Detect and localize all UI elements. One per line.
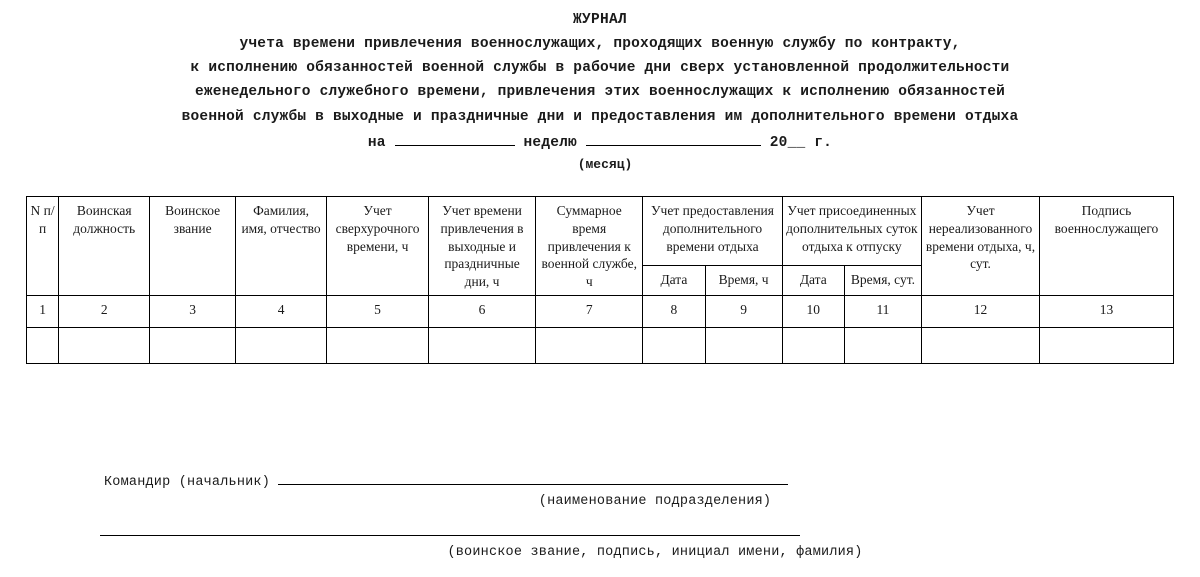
header-weekend-holidays: Учет времени привлечения в выходные и праздничные дни, ч [428, 197, 535, 296]
period-week-label: неделю [523, 135, 577, 152]
colnum-8: 8 [643, 296, 705, 328]
colnum-2: 2 [59, 296, 150, 328]
colnum-11: 11 [844, 296, 921, 328]
journal-table-wrapper [26, 196, 1174, 364]
subtitle-block [150, 32, 1050, 129]
cell-weekend[interactable] [428, 328, 535, 364]
table-row[interactable] [27, 328, 1174, 364]
document-heading [0, 0, 1200, 172]
cell-rank[interactable] [150, 328, 236, 364]
table-column-numbers-row [27, 296, 1174, 328]
table-header-row-1 [27, 197, 1174, 266]
header-overtime: Учет сверхурочного времени, ч [327, 197, 429, 296]
colnum-12: 12 [922, 296, 1040, 328]
period-week-blank [395, 131, 515, 146]
colnum-9: 9 [705, 296, 782, 328]
colnum-4: 4 [236, 296, 327, 328]
cell-fullname[interactable] [236, 328, 327, 364]
document-footer [0, 470, 1200, 560]
subtitle-line-2: к исполнению обязанностей военной службы в рабочие дни сверх установленной продолжительности [190, 60, 1010, 77]
commander-line [0, 470, 1200, 490]
cell-overtime[interactable] [327, 328, 429, 364]
commander-unit-blank[interactable] [278, 470, 788, 485]
header-extra-rest: Учет предоставления дополнительного времени отдыха [643, 197, 782, 266]
subtitle-line-3: еженедельного служебного времени, привлечения этих военнослужащих к исполнению обязанностей [194, 84, 1006, 101]
period-prefix: на [367, 135, 386, 152]
cell-signature[interactable] [1039, 328, 1173, 364]
cell-vacation-amount[interactable] [844, 328, 921, 364]
cell-position[interactable] [59, 328, 150, 364]
header-fullname: Фамилия, имя, отчество [236, 197, 327, 296]
colnum-3: 3 [150, 296, 236, 328]
header-position: Воинская должность [59, 197, 150, 296]
colnum-13: 13 [1039, 296, 1173, 328]
header-total-time: Суммарное время привлечения к военной службе, ч [536, 197, 643, 296]
cell-vacation-date[interactable] [782, 328, 844, 364]
header-np-text: N п/п [30, 203, 55, 236]
header-vacation-amount: Время, сут. [844, 265, 921, 295]
colnum-5: 5 [327, 296, 429, 328]
period-line [0, 131, 1200, 156]
header-np [27, 197, 59, 296]
cell-unrealized[interactable] [922, 328, 1040, 364]
signature-blank[interactable] [100, 521, 800, 536]
subtitle-line-4: военной службы в выходные и праздничные дни и предоставления им дополнительного времени отдыха [181, 108, 1019, 125]
cell-np[interactable] [27, 328, 59, 364]
header-unrealized: Учет нереализованного времени отдыха, ч, сут. [922, 197, 1040, 296]
cell-total[interactable] [536, 328, 643, 364]
header-extra-rest-hours: Время, ч [705, 265, 782, 295]
page-title: ЖУРНАЛ [572, 12, 627, 28]
cell-extra-rest-hours[interactable] [705, 328, 782, 364]
period-year-label: 20__ г. [769, 135, 833, 152]
signature-line [0, 521, 1200, 541]
colnum-10: 10 [782, 296, 844, 328]
header-rank: Воинское звание [150, 197, 236, 296]
header-extra-rest-date: Дата [643, 265, 705, 295]
commander-label: Командир (начальник) [104, 475, 271, 490]
header-signature: Подпись военнослужащего [1039, 197, 1173, 296]
colnum-7: 7 [536, 296, 643, 328]
subtitle-line-1: учета времени привлечения военнослужащих, проходящих военную службу по контракту, [239, 35, 961, 52]
month-caption: (месяц) [577, 156, 633, 172]
journal-table [26, 196, 1174, 364]
period-month-blank [586, 131, 761, 146]
caption-signature: (воинское звание, подпись, инициал имени, фамилия) [447, 545, 863, 560]
colnum-6: 6 [428, 296, 535, 328]
header-vacation-date: Дата [782, 265, 844, 295]
cell-extra-rest-date[interactable] [643, 328, 705, 364]
colnum-1: 1 [27, 296, 59, 328]
caption-unit: (наименование подразделения) [538, 494, 772, 509]
header-vacation-days: Учет присоединенных дополнительных суток отдыха к отпуску [782, 197, 921, 266]
